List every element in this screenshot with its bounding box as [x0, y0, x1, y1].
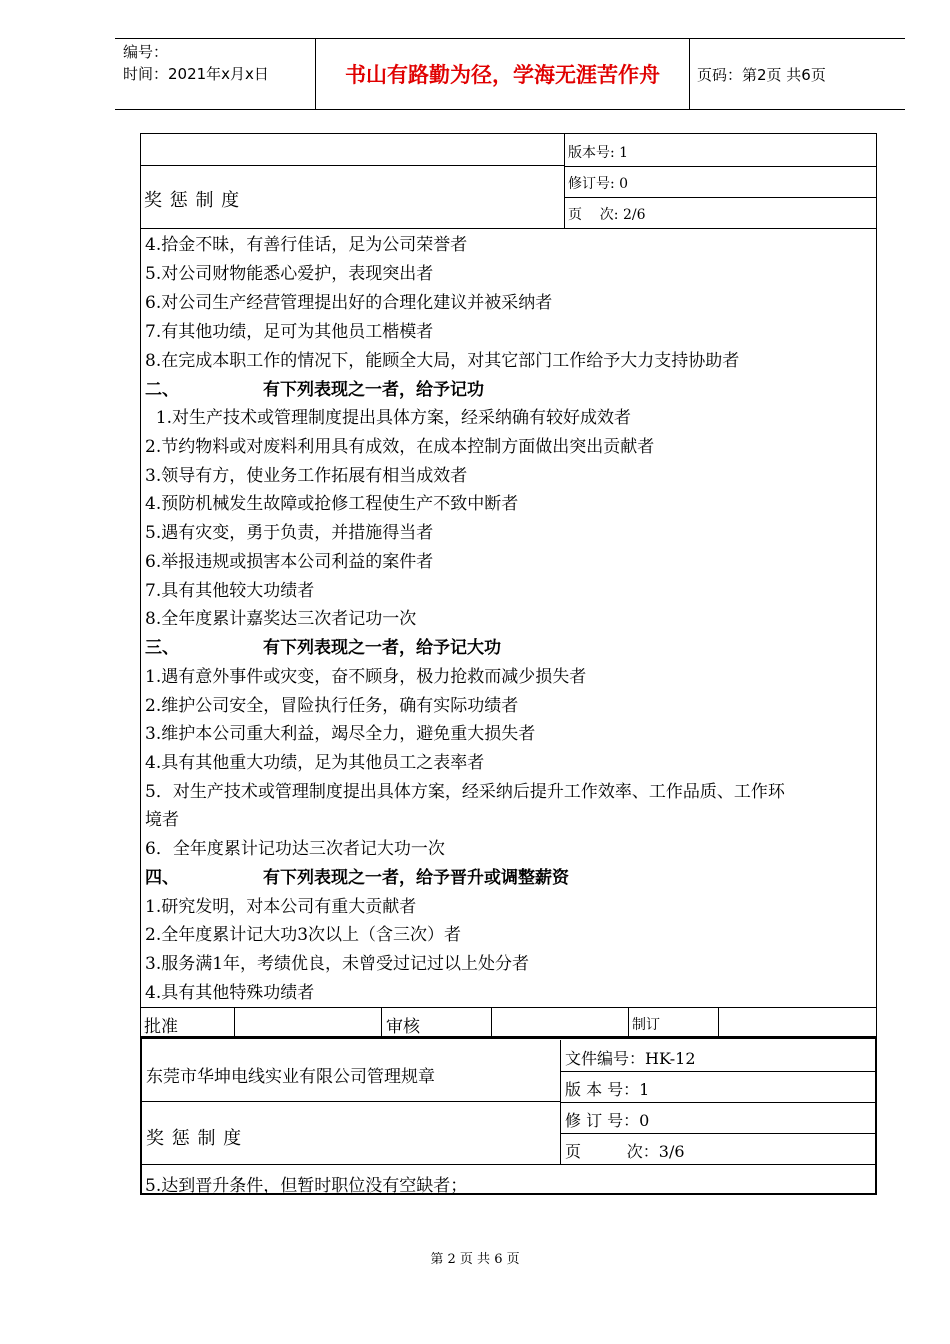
- doc2-page: 页 次：3/6: [565, 1142, 685, 1161]
- section-title: 有下列表现之一者，给予记大功: [263, 638, 501, 658]
- list-item: 4.具有其他重大功绩，足为其他员工之表率者: [145, 753, 485, 773]
- section-number: 二、: [145, 380, 179, 400]
- list-item: 3.服务满1年，考绩优良，未曾受过记过以上处分者: [145, 954, 530, 974]
- list-item: 3.领导有方，使业务工作拓展有相当成效者: [145, 466, 468, 486]
- doc2-meta-hline-1: [560, 1071, 875, 1072]
- doc1-revision: 修订号: 0: [568, 176, 629, 192]
- body-left-border: [140, 229, 141, 1008]
- time-label: 时间：2021年x月x日: [123, 65, 269, 83]
- doc2-hline: [142, 1101, 561, 1102]
- page-header: [115, 38, 905, 110]
- section-title: 有下列表现之一者，给予晋升或调整薪资: [263, 868, 569, 888]
- list-item: 4.具有其他特殊功绩者: [145, 983, 315, 1003]
- signoff-divider: [628, 1007, 629, 1037]
- list-item: 8.全年度累计嘉奖达三次者记功一次: [145, 609, 417, 629]
- doc2-revision: 修 订 号：0: [565, 1111, 650, 1130]
- signoff-divider: [381, 1007, 382, 1037]
- doc1-version: 版本号: 1: [568, 145, 629, 161]
- list-item: 5．对生产技术或管理制度提出具体方案，经采纳后提升工作效率、工作品质、工作环: [145, 782, 785, 802]
- page-footer: 第 2 页 共 6 页: [430, 1252, 520, 1267]
- doc2-body-hline: [142, 1164, 875, 1165]
- list-item: 6.举报违规或损害本公司利益的案件者: [145, 552, 434, 572]
- list-item: 7.有其他功绩，足可为其他员工楷模者: [145, 322, 434, 342]
- section-title: 有下列表现之一者，给予记功: [263, 380, 484, 400]
- list-item: 2.全年度累计记大功3次以上（含三次）者: [145, 925, 462, 945]
- section-heading-4: [145, 868, 569, 888]
- section-number: 三、: [145, 638, 179, 658]
- doc2-company: 东莞市华坤电线实业有限公司管理规章: [146, 1067, 435, 1087]
- section-heading-2: [145, 380, 484, 400]
- header-divider-2: [689, 39, 690, 109]
- doc1-header-table: [140, 133, 877, 229]
- doc2-title: 奖 惩 制 度: [146, 1128, 243, 1149]
- list-item: 4.拾金不昧，有善行佳话，足为公司荣誉者: [145, 235, 468, 255]
- review-label: 审核: [386, 1017, 420, 1037]
- doc2-file-no: 文件编号：HK-12: [565, 1049, 696, 1068]
- doc1-meta-hline-1: [564, 166, 877, 167]
- motto: 书山有路勤为径，学海无涯苦作舟: [345, 63, 660, 87]
- header-page-info: 页码：第2页 共6页: [697, 65, 826, 84]
- doc1-hline: [140, 165, 565, 166]
- doc2-first-item: 5.达到晋升条件，但暂时职位没有空缺者；: [145, 1176, 468, 1196]
- list-item: 4.预防机械发生故障或抢修工程使生产不致中断者: [145, 494, 519, 514]
- list-item: 5.遇有灾变，勇于负责，并措施得当者: [145, 523, 434, 543]
- signoff-row: [140, 1007, 877, 1037]
- header-meta: [115, 39, 315, 109]
- code-label: 编号：: [123, 43, 169, 61]
- doc1-meta-hline-2: [564, 197, 877, 198]
- doc2-meta-hline-3: [560, 1133, 875, 1134]
- signoff-divider: [491, 1007, 492, 1037]
- section-number: 四、: [145, 868, 179, 888]
- approve-label: 批准: [144, 1017, 178, 1037]
- doc2-version: 版 本 号：1: [565, 1080, 650, 1099]
- list-item: 1.对生产技术或管理制度提出具体方案，经采纳确有较好成效者: [145, 408, 632, 428]
- doc2-meta-hline-2: [560, 1102, 875, 1103]
- list-item: 2.节约物料或对废料利用具有成效，在成本控制方面做出突出贡献者: [145, 437, 655, 457]
- list-item: 5.对公司财物能悉心爱护，表现突出者: [145, 264, 434, 284]
- doc1-vline: [564, 133, 565, 229]
- list-item: 2.维护公司安全，冒险执行任务，确有实际功绩者: [145, 696, 519, 716]
- list-item: 6．全年度累计记功达三次者记大功一次: [145, 839, 445, 859]
- list-item: 1.研究发明，对本公司有重大贡献者: [145, 897, 417, 917]
- signoff-divider: [234, 1007, 235, 1037]
- list-item: 8.在完成本职工作的情况下，能顾全大局，对其它部门工作给予大力支持协助者: [145, 351, 740, 371]
- draft-label: 制订: [632, 1017, 660, 1033]
- doc1-title: 奖 惩 制 度: [144, 190, 241, 211]
- list-item: 1.遇有意外事件或灾变，奋不顾身，极力抢救而减少损失者: [145, 667, 587, 687]
- doc1-page: 页 次: 2/6: [568, 207, 646, 223]
- list-item: 6.对公司生产经营管理提出好的合理化建议并被采纳者: [145, 293, 553, 313]
- signoff-divider: [718, 1007, 719, 1037]
- section-heading-3: [145, 638, 501, 658]
- body-right-border: [876, 229, 877, 1008]
- list-item: 7.具有其他较大功绩者: [145, 581, 315, 601]
- list-item: 境者: [145, 810, 179, 830]
- list-item: 3.维护本公司重大利益，竭尽全力，避免重大损失者: [145, 724, 536, 744]
